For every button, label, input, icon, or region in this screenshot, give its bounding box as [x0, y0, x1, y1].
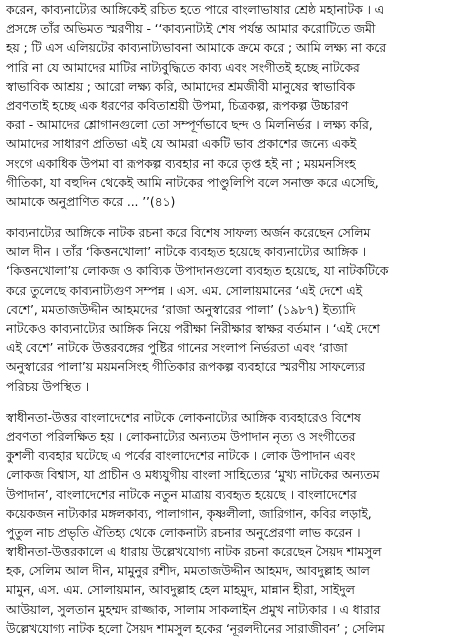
text-line: পরিচয় উপস্থিত । [6, 378, 90, 394]
text-line: কয়েকজন নাট্যকার মঙ্গলকাব্য, পালাগান, কৃষ্ণলীলা, জারিগান, কবির লড়াই, [6, 505, 372, 521]
text-line: ‘কিত্তনখোলা’য় লোকজ ও কাব্যিক উপাদানগুলো ব্যবহৃত হয়েছে, যা নাটকটিকে [6, 263, 389, 279]
paragraph-kabyanatya [6, 223, 452, 396]
text-line: প্রবণতাই হচ্ছে এক ধরণের কবিতাশ্রয়ী উপমা, চিত্রকল্প, রূপকল্প উচ্চারণ [6, 97, 349, 113]
text-line: নাটকেও কাব্যনাট্যের আঙ্গিক নিয়ে পরীক্ষা নিরীক্ষার স্বাক্ষর বর্তমান । ‘এই দেশে [6, 321, 380, 336]
text-line: উপাদান’, বাংলাদেশের নাটকে নতুন মাত্রায় ব্যবহৃত হয়েছে । বাংলাদেশের [6, 486, 357, 502]
text-line: স্বাভাবিক আশ্রয় ; আরো লক্ষ্য করি, আমাদের শ্রমজীবী মানুষের স্বাভাবিক [6, 78, 355, 94]
text-line: আমাকে অনুপ্রাণিত করে ... ’’(৪১) [6, 193, 176, 209]
text-line: স্বাধীনতা-উত্তর বাংলাদেশের নাটকে লোকনাট্যের আঙ্গিক ব্যবহারেও বিশেষ [6, 409, 361, 425]
text-line: মামুন, এস. এম. সোলায়মান, আবদুল্লাহ হেল মাহমুদ, মান্নান হীরা, সাইদুল [6, 582, 355, 598]
text-line: এই বেশে’ নাটকে উত্তরবঙ্গের পুষ্টির গানের সংলাপ নির্ভরতা এবং ‘রাজা [6, 340, 348, 356]
text-line: গীতিকা, যা বহুদিন থেকেই আমি নাটকের পাণ্ডুলিপি বলে সনাক্ত করে এসেছি, [6, 174, 379, 190]
text-line: হয় ; টি এস এলিয়টের কাব্যনাট্যভাবনা আমাকে ক্রমে করে ; আমি লক্ষ্য না করে [6, 40, 386, 56]
text-line: আল দীন । তাঁর ‘কিত্তনখোলা’ নাটকে ব্যবহৃত হয়েছে কাব্যনাট্যের আঙ্গিক । [6, 244, 367, 260]
text-line: পারি না যে আমাদের মাটির নাট্যবুদ্ধিতে কাব্য এবং সংগীতই হচ্ছে নাটকের [6, 59, 360, 75]
text-line: প্রসঙ্গে তাঁর অভিমত স্মরণীয় - ‘‘কাব্যনাট্যই শেষ পর্যন্ত আমার করোটিতে জমী [6, 21, 376, 37]
text-line: উল্লেখযোগ্য নাটক হলো সৈয়দ শামসুল হকের ‘নূরলদীনের সারাজীবন’ ; সেলিম [6, 620, 385, 636]
text-line: হক, সেলিম আল দীন, মামুনুর রশীদ, মমতাজউদ্দীন আহমদ, আবদুল্লাহ আল [6, 563, 370, 579]
text-line: কুশলী ব্যবহার ঘটেছে এ পর্বের বাংলাদেশের নাটকে । লোক উপাদান এবং [6, 448, 356, 464]
text-line: সংগে একাধিক উপমা বা রূপকল্প ব্যবহার না করে তৃপ্ত হই না ; ময়মনসিংহ [6, 155, 356, 171]
text-line: করে তুলেছে কাব্যনাট্যগুণ সম্পন্ন । এস. এম. সোলায়মানের ‘এই দেশে এই [6, 282, 362, 298]
paragraph-loknatya [6, 408, 452, 638]
paragraph-quote [6, 0, 452, 211]
text-line: আউয়াল, সুলতান মুহম্মদ রাজ্জাক, সালাম সাকলাইন প্রমুখ নাট্যকার । এ ধারার [6, 601, 381, 617]
text-line: বেশে’, মমতাজউদ্দীন আহমদের ‘রাজা অনুস্বারের পালা’ (১৯৮৭) ইত্যাদি [6, 301, 356, 317]
text-line: পুতুল নাচ প্রভৃতি ঐতিহ্য থেকে লোকনাট্য রচনার অনুপ্রেরণা লাভ করেন । [6, 524, 361, 540]
text-line: লোকজ বিশ্বাস, যা প্রাচীন ও মধ্যযুগীয় বাংলা সাহিত্যের ‘মুখ্য নাটকের অন্যতম [6, 467, 380, 483]
text-line: প্রবণতা পরিলক্ষিত হয় । লোকনাট্যের অন্যতম উপাদান নৃত্য ও সংগীতের [6, 428, 356, 444]
text-line: করা - আমাদের শ্লোগানগুলো তো সম্পূর্ণভাবে ছন্দ ও মিলনির্ভর । লক্ষ্য করি, [6, 117, 373, 133]
text-line: কাব্যনাট্যের আঙ্গিকে নাটক রচনা করে বিশেষ সাফল্য অর্জন করেছেন সেলিম [6, 225, 371, 241]
text-line: স্বাধীনতা-উত্তরকালে এ ধারায় উল্লেখযোগ্য নাটক রচনা করেছেন সৈয়দ শামসুল [6, 544, 382, 560]
text-line: অনুস্বারের পালা’য় ময়মনসিংহ গীতিকার রূপকল্প ব্যবহারে স্মরণীয় সাফল্যের [6, 359, 365, 375]
text-line: করেন, কাব্যনাট্যের আঙ্গিকেই রচিত হতে পারে বাংলাভাষার শ্রেষ্ঠ মহানাটক । এ [6, 2, 384, 17]
text-line: আমাদের সাধারণ প্রতিভা এই যে আমরা একটি ভাব প্রকাশের জন্যে একই [6, 136, 357, 152]
